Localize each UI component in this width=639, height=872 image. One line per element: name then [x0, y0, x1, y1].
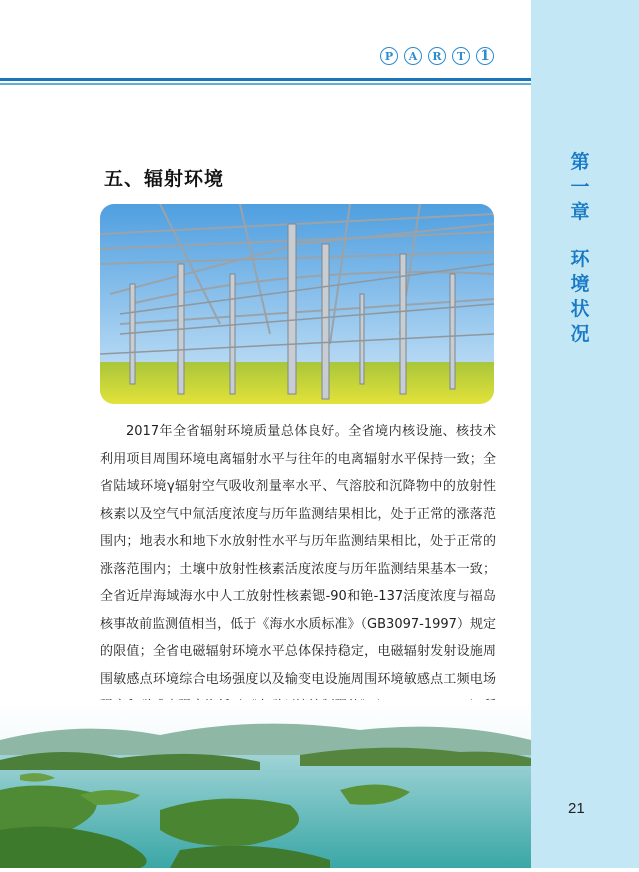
lake-landscape-image: [0, 700, 531, 868]
header-rule-secondary: [0, 83, 531, 85]
chapter-char: 环: [570, 248, 590, 270]
chapter-sidebar: [531, 0, 639, 868]
header-rule: [0, 78, 531, 81]
chapter-char: 境: [570, 273, 590, 295]
chapter-char: 状: [570, 298, 590, 320]
chapter-char: 章: [570, 201, 590, 223]
part-letter-a: A: [404, 47, 422, 65]
part-letter-p: P: [380, 47, 398, 65]
part-number: 1: [476, 47, 494, 65]
part-letter-t: T: [452, 47, 470, 65]
chapter-char: 第: [570, 151, 590, 173]
part-letter-r: R: [428, 47, 446, 65]
chapter-title-vertical: [560, 150, 600, 347]
section-title: 五、辐射环境: [104, 168, 225, 190]
part-badge: [380, 47, 494, 65]
page-number: 21: [568, 800, 585, 817]
chapter-char: 一: [570, 176, 590, 198]
section-body-paragraph: 2017年全省辐射环境质量总体良好。全省境内核设施、核技术利用项目周围环境电离辐射水平与往年的电离辐射水平保持一致；全省陆域环境γ辐射空气吸收剂量率水平、气溶胶和沉降物中的放射性核素以及空气中氚活度浓度与历年监测结果相比，处于正常的涨落范围内；地表水和地下水放射性水平与历年监测结果相比，处于正常的涨落范围内；土壤中放射性核素活度浓度与历年监测结果基本一致；全省近岸海域海水中人工放射性核素锶-90和铯-137活度浓度与福岛核事故前监测值相当，低于《海水水质标准》（GB3097-1997）规定的限值；全省电磁辐射环境水平总体保持稳定，电磁辐射发射设施周围敏感点环境综合电场强度以及输变电设施周围环境敏感点工频电场: [100, 424, 496, 687]
substation-photo: [100, 204, 494, 404]
chapter-char: 况: [570, 323, 590, 345]
